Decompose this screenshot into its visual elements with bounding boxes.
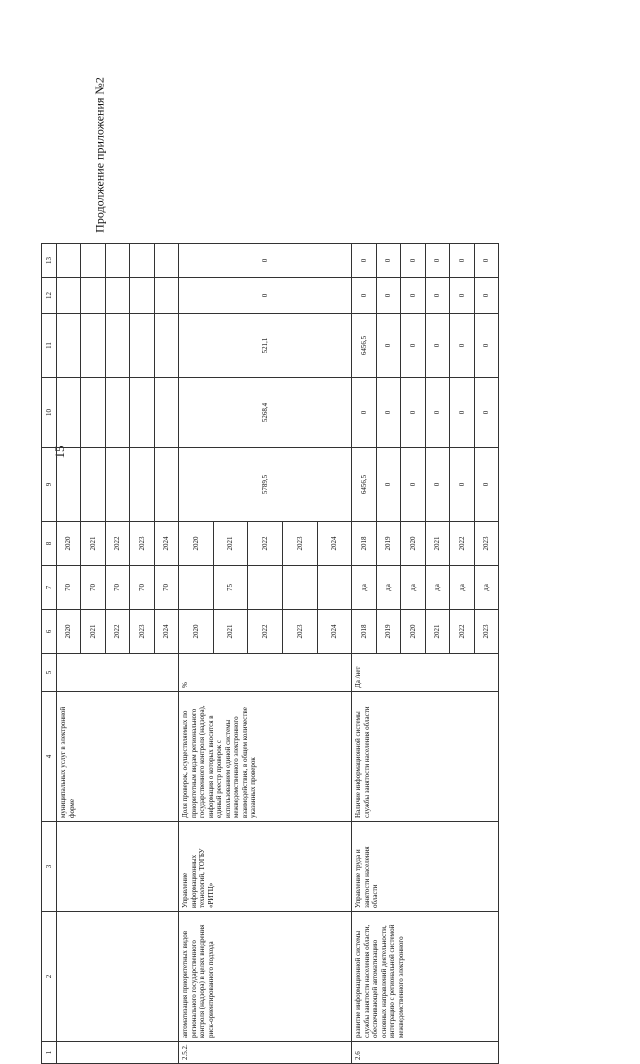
year-cell: 2019 [376,610,400,654]
header-cell: 13 [42,244,57,278]
amount-cell: 0 [376,378,400,448]
year-cell: 2023 [283,522,318,566]
amount-cell: 0 [425,378,449,448]
amount-cell: 0 [352,244,376,278]
year-cell: 2022 [105,610,129,654]
year-cell: 2023 [474,610,498,654]
table-cell [57,378,81,448]
amount-cell: 0 [450,378,474,448]
header-cell: 4 [42,692,57,822]
table-cell [57,822,179,912]
value-cell: да [376,566,400,610]
year-cell: 2019 [376,522,400,566]
header-cell: 6 [42,610,57,654]
value-cell: 70 [57,566,81,610]
value-cell: 70 [130,566,154,610]
year-cell: 2020 [57,610,81,654]
year-cell: 2022 [105,522,129,566]
header-cell: 7 [42,566,57,610]
value-cell: да [401,566,425,610]
table-cell [57,278,81,314]
table-row [57,244,81,1064]
value-cell: да [474,566,498,610]
unit: % [179,654,352,692]
amount-cell: 0 [376,314,400,378]
year-cell: 2021 [213,522,248,566]
year-cell: 2024 [317,522,352,566]
indicator-text: муниципальных услуг в электронной форме [57,692,179,822]
year-cell: 2022 [450,522,474,566]
amount-cell: 0 [474,448,498,522]
program-table [41,243,499,1064]
header-cell: 2 [42,912,57,1042]
year-cell: 2020 [179,610,214,654]
year-cell: 2023 [130,522,154,566]
table-cell [57,654,179,692]
value-cell [248,566,283,610]
value-cell: 70 [81,566,105,610]
executor: Управление информационных технологий, ТОГБУ «РИТЦ» [179,822,352,912]
amount-cell: 0 [474,278,498,314]
year-cell: 2018 [352,610,376,654]
year-cell: 2023 [130,610,154,654]
amount-cell: 0 [474,244,498,278]
amount-cell: 0 [179,244,352,278]
year-cell: 2020 [179,522,214,566]
year-cell: 2023 [283,610,318,654]
value-cell: да [425,566,449,610]
year-cell: 2018 [352,522,376,566]
year-cell: 2022 [450,610,474,654]
header-cell: 9 [42,448,57,522]
amount-cell: 0 [474,378,498,448]
year-cell: 2021 [425,522,449,566]
amount-cell: 0 [474,314,498,378]
amount-cell: 0 [450,448,474,522]
year-cell: 2021 [213,610,248,654]
indicator: Наличие информационной системы службы занятости населения области [352,692,499,822]
amount-cell: 0 [450,244,474,278]
amount-cell: 5789,5 [179,448,352,522]
header-cell: 8 [42,522,57,566]
amount-cell: 6456,5 [352,448,376,522]
table-cell [57,244,81,278]
value-cell: да [450,566,474,610]
year-cell: 2021 [81,610,105,654]
item-name: автоматизация приоритетных видов регионального государственного контроля (надзора) в целях внедрения риск-ориентированного подхода [179,912,352,1042]
indicator: Доля проверок, осуществляемых по приоритетным видам регионального государственного контроля (надзора), информация о которых вносится в единый реестр проверок с использованием единой системы межведомственного электронного взаимодействия, в общем количестве указанных проверок [179,692,352,822]
amount-cell: 0 [401,278,425,314]
year-cell: 2023 [474,522,498,566]
amount-cell: 0 [352,278,376,314]
executor: Управление труда и занятости населения области [352,822,499,912]
amount-cell: 0 [401,314,425,378]
year-cell: 2020 [401,522,425,566]
amount-cell: 0 [179,278,352,314]
year-cell: 2021 [81,522,105,566]
header-row [42,244,57,1064]
year-cell: 2020 [57,522,81,566]
value-cell: да [352,566,376,610]
amount-cell: 521,1 [179,314,352,378]
amount-cell: 5268,4 [179,378,352,448]
year-cell: 2022 [248,610,283,654]
table-cell [57,912,179,1042]
item-number: 2.5.2. [179,1042,352,1064]
item-name: развитие информационной системы службы занятости населения области, обеспечивающей автоматизацию основных направлений деятельности, интеграцию с региональной системой межведомственного электронного [352,912,499,1042]
continuation-heading: Продолжение приложения №2 [92,77,107,233]
table-row [179,244,214,1064]
value-cell [283,566,318,610]
value-cell: 70 [154,566,178,610]
table-cell [57,448,81,522]
amount-cell: 0 [376,244,400,278]
table-row [352,244,376,1064]
header-cell: 12 [42,278,57,314]
amount-cell: 0 [401,448,425,522]
amount-cell: 0 [425,244,449,278]
amount-cell: 0 [425,448,449,522]
amount-cell: 0 [425,278,449,314]
amount-cell: 0 [425,314,449,378]
rotated-table-wrapper [41,244,499,1064]
year-cell: 2021 [425,610,449,654]
value-cell: 75 [213,566,248,610]
unit: Да /нет [352,654,499,692]
header-cell: 5 [42,654,57,692]
header-cell: 10 [42,378,57,448]
amount-cell: 6456,5 [352,314,376,378]
value-cell [179,566,214,610]
amount-cell: 0 [401,378,425,448]
item-number: 2.6 [352,1042,499,1064]
year-cell: 2020 [401,610,425,654]
amount-cell: 0 [352,378,376,448]
year-cell: 2022 [248,522,283,566]
amount-cell: 0 [450,278,474,314]
value-cell: 70 [105,566,129,610]
value-cell [317,566,352,610]
header-cell: 1 [42,1042,57,1064]
year-cell: 2024 [317,610,352,654]
page-number: 15 [52,445,67,459]
year-cell: 2024 [154,610,178,654]
amount-cell: 0 [401,244,425,278]
amount-cell: 0 [376,278,400,314]
header-cell: 11 [42,314,57,378]
table-cell [57,1042,179,1064]
amount-cell: 0 [376,448,400,522]
amount-cell: 0 [450,314,474,378]
header-cell: 3 [42,822,57,912]
table-cell [57,314,81,378]
year-cell: 2024 [154,522,178,566]
